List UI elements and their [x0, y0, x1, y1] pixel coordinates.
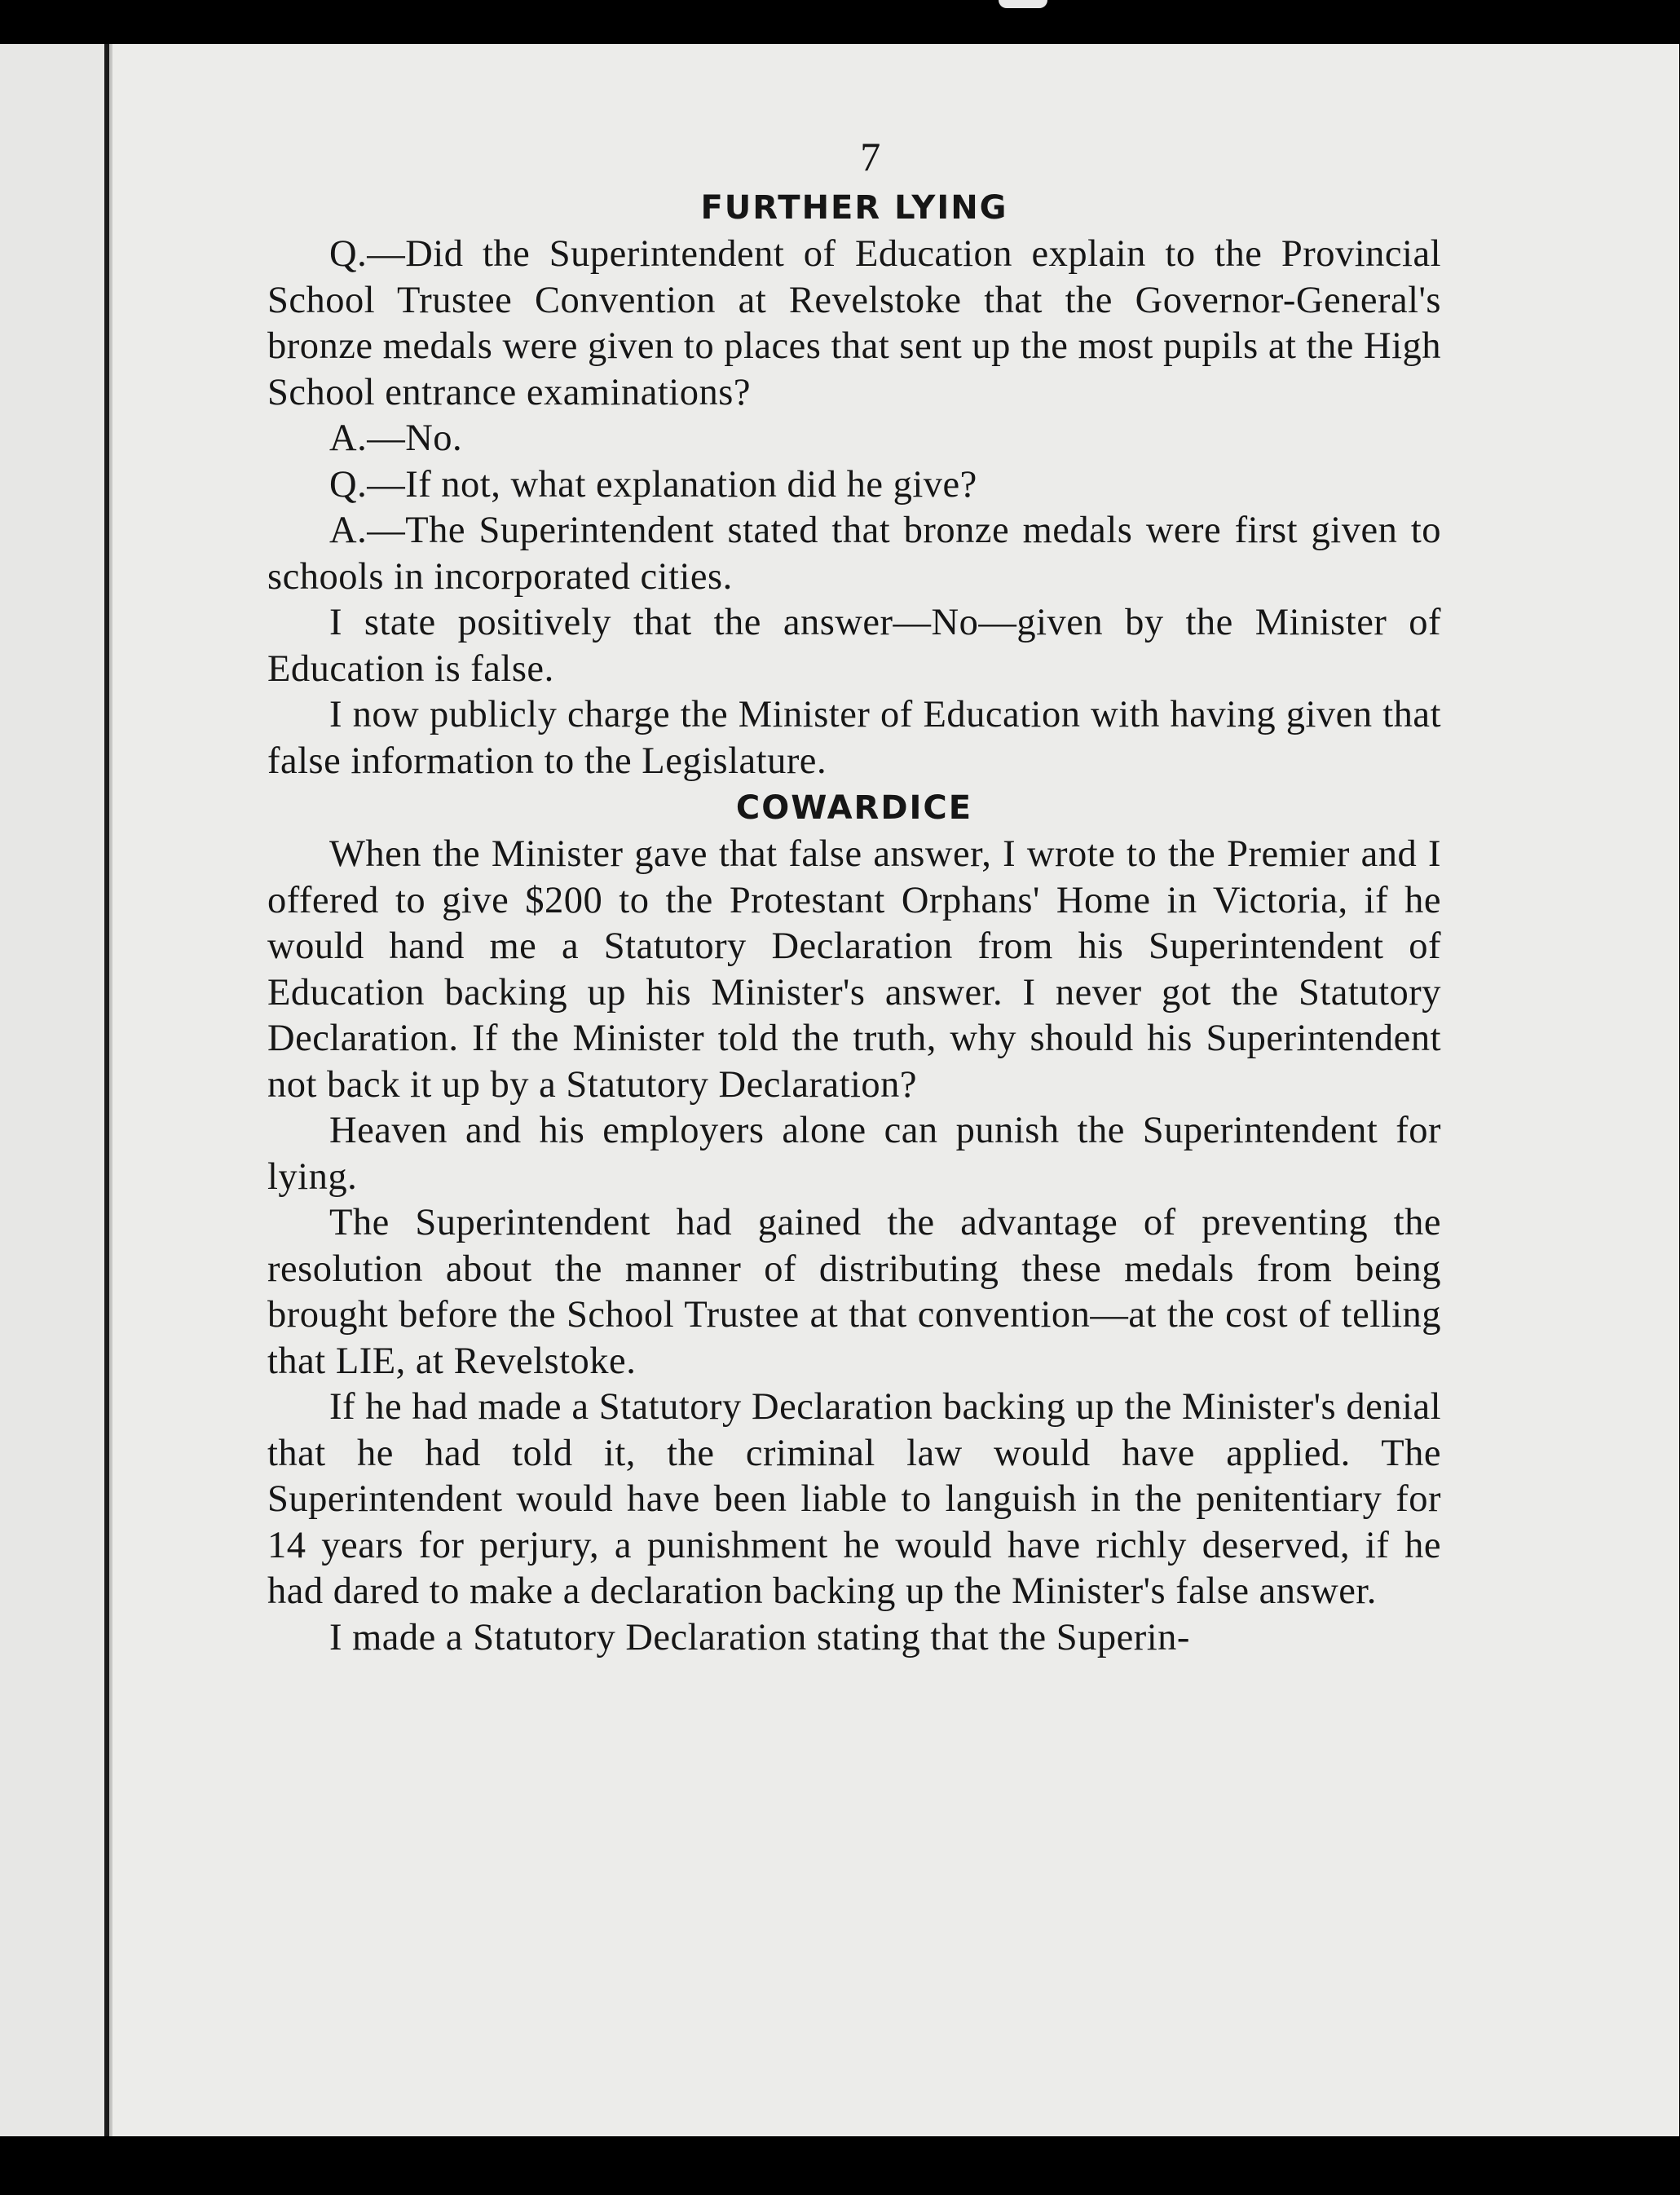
paragraph: When the Minister gave that false answer, I wrote to the Premier and I offered to give $200 to the Protestant Orphans' Home in Victoria, if he would hand me a Statutory Declaration from his Superintendent of Education backing up his Minister's answer. I never got the Statutory Declaration. If the Minister told the truth, why should his Superintendent not back it up by a Statutory Declaration?: [267, 833, 1441, 1106]
section-heading: COWARDICE: [735, 789, 973, 827]
page-content: [267, 130, 1441, 1661]
section-further-lying: [267, 184, 1441, 784]
section-cowardice: [267, 784, 1441, 1661]
scan-edge-mark: [999, 0, 1047, 8]
paragraph: I made a Statutory Declaration stating that the Superin-: [329, 1616, 1190, 1658]
facing-page-edge: [0, 44, 112, 2136]
paragraph: I state positively that the answer—No—given by the Minister of Education is false.: [267, 602, 1441, 690]
paragraph: A.—The Superintendent stated that bronze medals were first given to schools in incorporated cities.: [267, 510, 1441, 598]
paragraph: The Superintendent had gained the advantage of preventing the resolution about the manner of distributing these medals from being brought before the School Trustee at that convention—at the cost of telling that LIE, at Revelstoke.: [267, 1202, 1441, 1382]
paragraph: If he had made a Statutory Declaration backing up the Minister's denial that he had told it, the criminal law would have applied. The Superintendent would have been liable to languish in the penitentiary for 14 years for perjury, a punishment he would have richly deserved, if he had dared to make a declaration backing up the Minister's false answer.: [267, 1386, 1441, 1612]
page-number: 7: [860, 134, 881, 179]
paragraph: Q.—If not, what explanation did he give?: [329, 463, 977, 506]
paragraph: I now publicly charge the Minister of Education with having given that false information to the Legislature.: [267, 694, 1441, 782]
paragraph: Heaven and his employers alone can punish the Superintendent for lying.: [267, 1110, 1441, 1198]
paragraph: A.—No.: [329, 417, 463, 459]
section-heading: FURTHER LYING: [700, 189, 1008, 227]
paragraph: Q.—Did the Superintendent of Education explain to the Provincial School Trustee Convention at Revelstoke that the Governor-General's bronze medals were given to places that sent up the most pupils at the High School entrance examinations?: [267, 233, 1441, 413]
